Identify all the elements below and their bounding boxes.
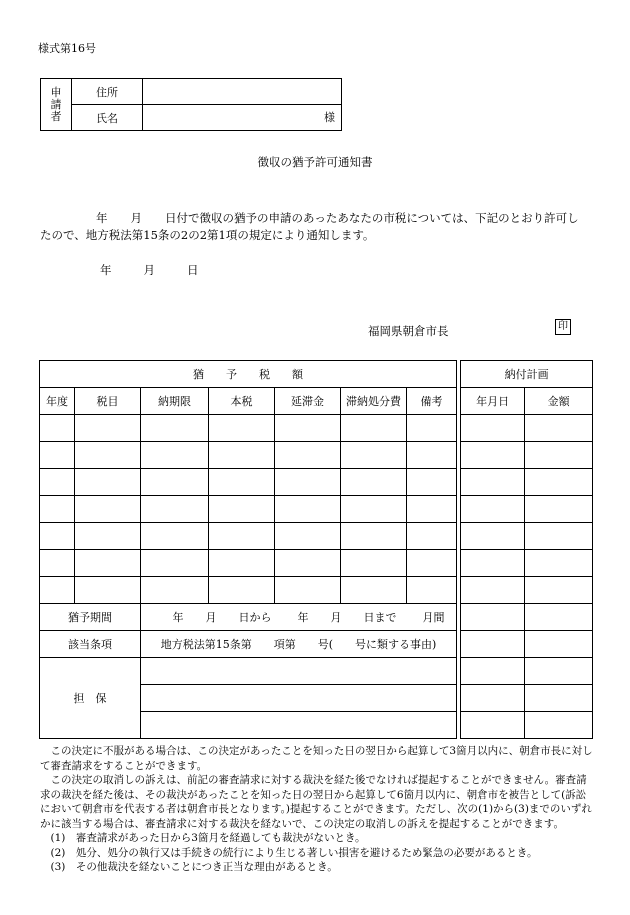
note-item: (2) 処分、処分の執行又は手続きの続行により生じる著しい損害を避けるため緊急の必要があるとき。 — [50, 846, 538, 859]
col-late-charge: 延滞金 — [275, 388, 341, 415]
table-row[interactable] — [40, 523, 593, 550]
col-tax-item: 税目 — [75, 388, 141, 415]
deferral-period-value[interactable]: 年 月 日から 年 月 日まで 月間 — [141, 604, 457, 631]
note-item: (1) 審査請求があった日から3箇月を経過しても裁決がないとき。 — [50, 832, 366, 844]
body-text: 年 月 日付で徴収の猶予の申請のあったあなたの市税については、下記のとおり許可したので、地方税法第15条の2の2第1項の規定により通知します。 — [40, 211, 579, 242]
address-label: 住所 — [72, 79, 143, 105]
article-label: 該当条項 — [40, 631, 141, 658]
col-principal-tax: 本税 — [209, 388, 275, 415]
issuer-name: 福岡県朝倉市長 — [368, 324, 449, 338]
table-row[interactable] — [40, 442, 593, 469]
table-row[interactable] — [40, 415, 593, 442]
address-field[interactable] — [143, 79, 342, 105]
collateral-label: 担 保 — [40, 658, 141, 739]
note-item: (3) その他裁決を経ないことにつき正当な理由があるとき。 — [50, 861, 338, 873]
col-disposition-cost: 滞納処分費 — [341, 388, 407, 415]
seal-mark: 印 — [555, 319, 571, 335]
table-row[interactable] — [40, 577, 593, 604]
col-plan-date: 年月日 — [461, 388, 525, 415]
name-label: 氏名 — [72, 105, 143, 131]
applicant-vertical-label: 申 請 者 — [41, 79, 72, 131]
name-field[interactable] — [143, 105, 342, 131]
deferral-period-label: 猶予期間 — [40, 604, 141, 631]
document-title: 徴収の猶予許可通知書 — [257, 155, 373, 169]
table-row[interactable] — [40, 550, 593, 577]
form-number: 様式第16号 — [38, 42, 96, 55]
note-paragraph: この決定に不服がある場合は、この決定があったことを知った日の翌日から起算して3箇月以内に、朝倉市長に対して審査請求をすることができます。 — [40, 745, 593, 772]
collateral-field[interactable] — [141, 685, 457, 712]
notes — [40, 744, 596, 875]
collateral-field[interactable] — [141, 712, 457, 739]
article-value[interactable]: 地方税法第15条第 項第 号( 号に類する事由) — [141, 631, 457, 658]
col-remarks: 備考 — [407, 388, 457, 415]
plan-group-header: 納付計画 — [461, 361, 593, 388]
col-fiscal-year: 年度 — [40, 388, 75, 415]
issue-date: 年 月 日 — [100, 263, 199, 277]
table-row[interactable] — [40, 496, 593, 523]
collateral-field[interactable] — [141, 658, 457, 685]
table-row[interactable] — [40, 469, 593, 496]
honorific: 様 — [324, 111, 335, 124]
applicant-box — [40, 78, 342, 131]
note-paragraph: この決定の取消しの訴えは、前記の審査請求に対する裁決を経た後でなければ提起することができません。審査請求の裁決を経た後は、その裁決があったことを知った日の翌日から起算して6箇月以内に、朝倉市を被告として(訴訟において朝倉市を代表する者は朝倉市長となります。)提起することができます。ただし、次の(1)から(3)までのいずれかに該当する場合は、審査請求に対する裁決を経ないで、この決定の取消しの訴えを提起することができます。 — [40, 774, 592, 830]
col-due-date: 納期限 — [141, 388, 209, 415]
tax-group-header: 猶 予 税 額 — [40, 361, 457, 388]
deferral-table — [39, 360, 593, 739]
col-plan-amount: 金額 — [525, 388, 593, 415]
